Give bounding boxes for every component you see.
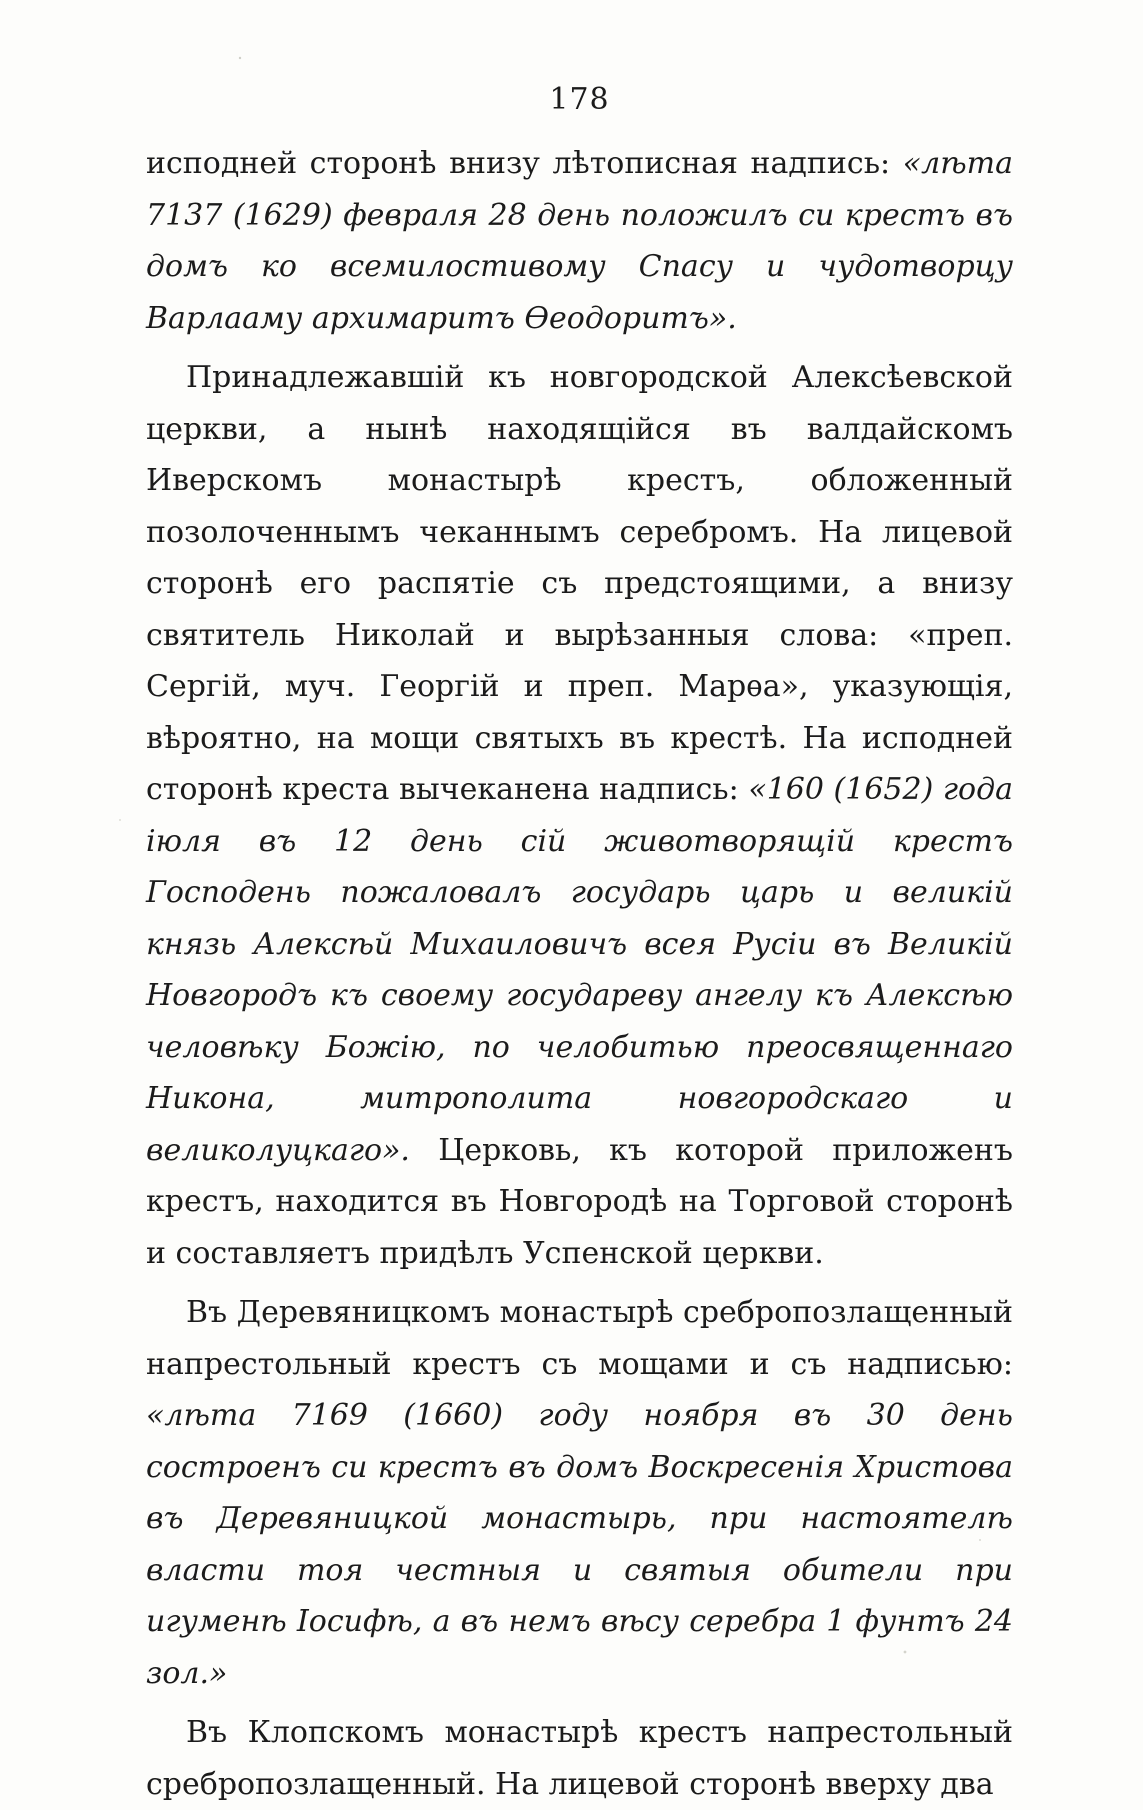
paragraph-4-text: Въ Клопскомъ монастырѣ крестъ напрестольный сребропозлащенный. На лицевой сторонѣ вверху два [146,1715,1013,1802]
paragraph-2-text: Принадлежавшій къ новгородской Алексѣевской церкви, а нынѣ находящійся въ валдайскомъ Иверскомъ монастырѣ крестъ, обложенный позолоченнымъ чеканнымъ серебромъ. На лицевой сторонѣ его распятіе съ предстоящими, а внизу святитель Николай и вырѣзанныя слова: «преп. Сергій, муч. Георгій и преп. Марѳа», указующія, вѣроятно, на мощи святыхъ въ крестѣ. На исподней сторонѣ креста вычеканена надпись: [146,360,1013,807]
body-text [146,138,1013,1810]
paragraph-2-inscription: «160 (1652) года іюля въ 12 день сій животворящій крестъ Господень пожаловалъ государь царь и великій князь Алексѣй Михаиловичъ всея Русіи въ Великій Новгородъ къ своему государеву ангелу къ Алексѣю человѣку Божію, по челобитью преосвященнаго Никона, митрополита новгородскаго и великолуцкаго». [146,772,1013,1168]
paragraph-1-text: исподней сторонѣ внизу лѣтописная надпись: [146,146,903,181]
paragraph-2 [146,352,1013,1279]
paragraph-1-inscription: «лѣта 7137 (1629) февраля 28 день положилъ си крестъ въ домъ ко всемилостивому Спасу и чудотворцу Варлааму архимаритъ Ѳеодоритъ». [146,146,1013,336]
paragraph-3-inscription: «лѣта 7169 (1660) году ноября въ 30 день состроенъ си крестъ въ домъ Воскресенія Христова въ Деревяницкой монастырь, при настоятелѣ власти тоя честныя и святыя обители при игуменѣ Іосифѣ, а въ немъ вѣсу серебра 1 фунтъ 24 зол.» [146,1398,1013,1691]
paragraph-3 [146,1287,1013,1699]
paragraph-4 [146,1707,1013,1810]
paragraph-3-text: Въ Деревяницкомъ монастырѣ сребропозлащенный напрестольный крестъ съ мощами и съ надписью: [146,1295,1013,1382]
paragraph-2-tail: Церковь, къ которой приложенъ крестъ, находится въ Новгородѣ на Торговой сторонѣ и составляетъ придѣлъ Успенской церкви. [146,1132,1013,1271]
paragraph-1 [146,138,1013,344]
page-number: 178 [549,82,610,117]
